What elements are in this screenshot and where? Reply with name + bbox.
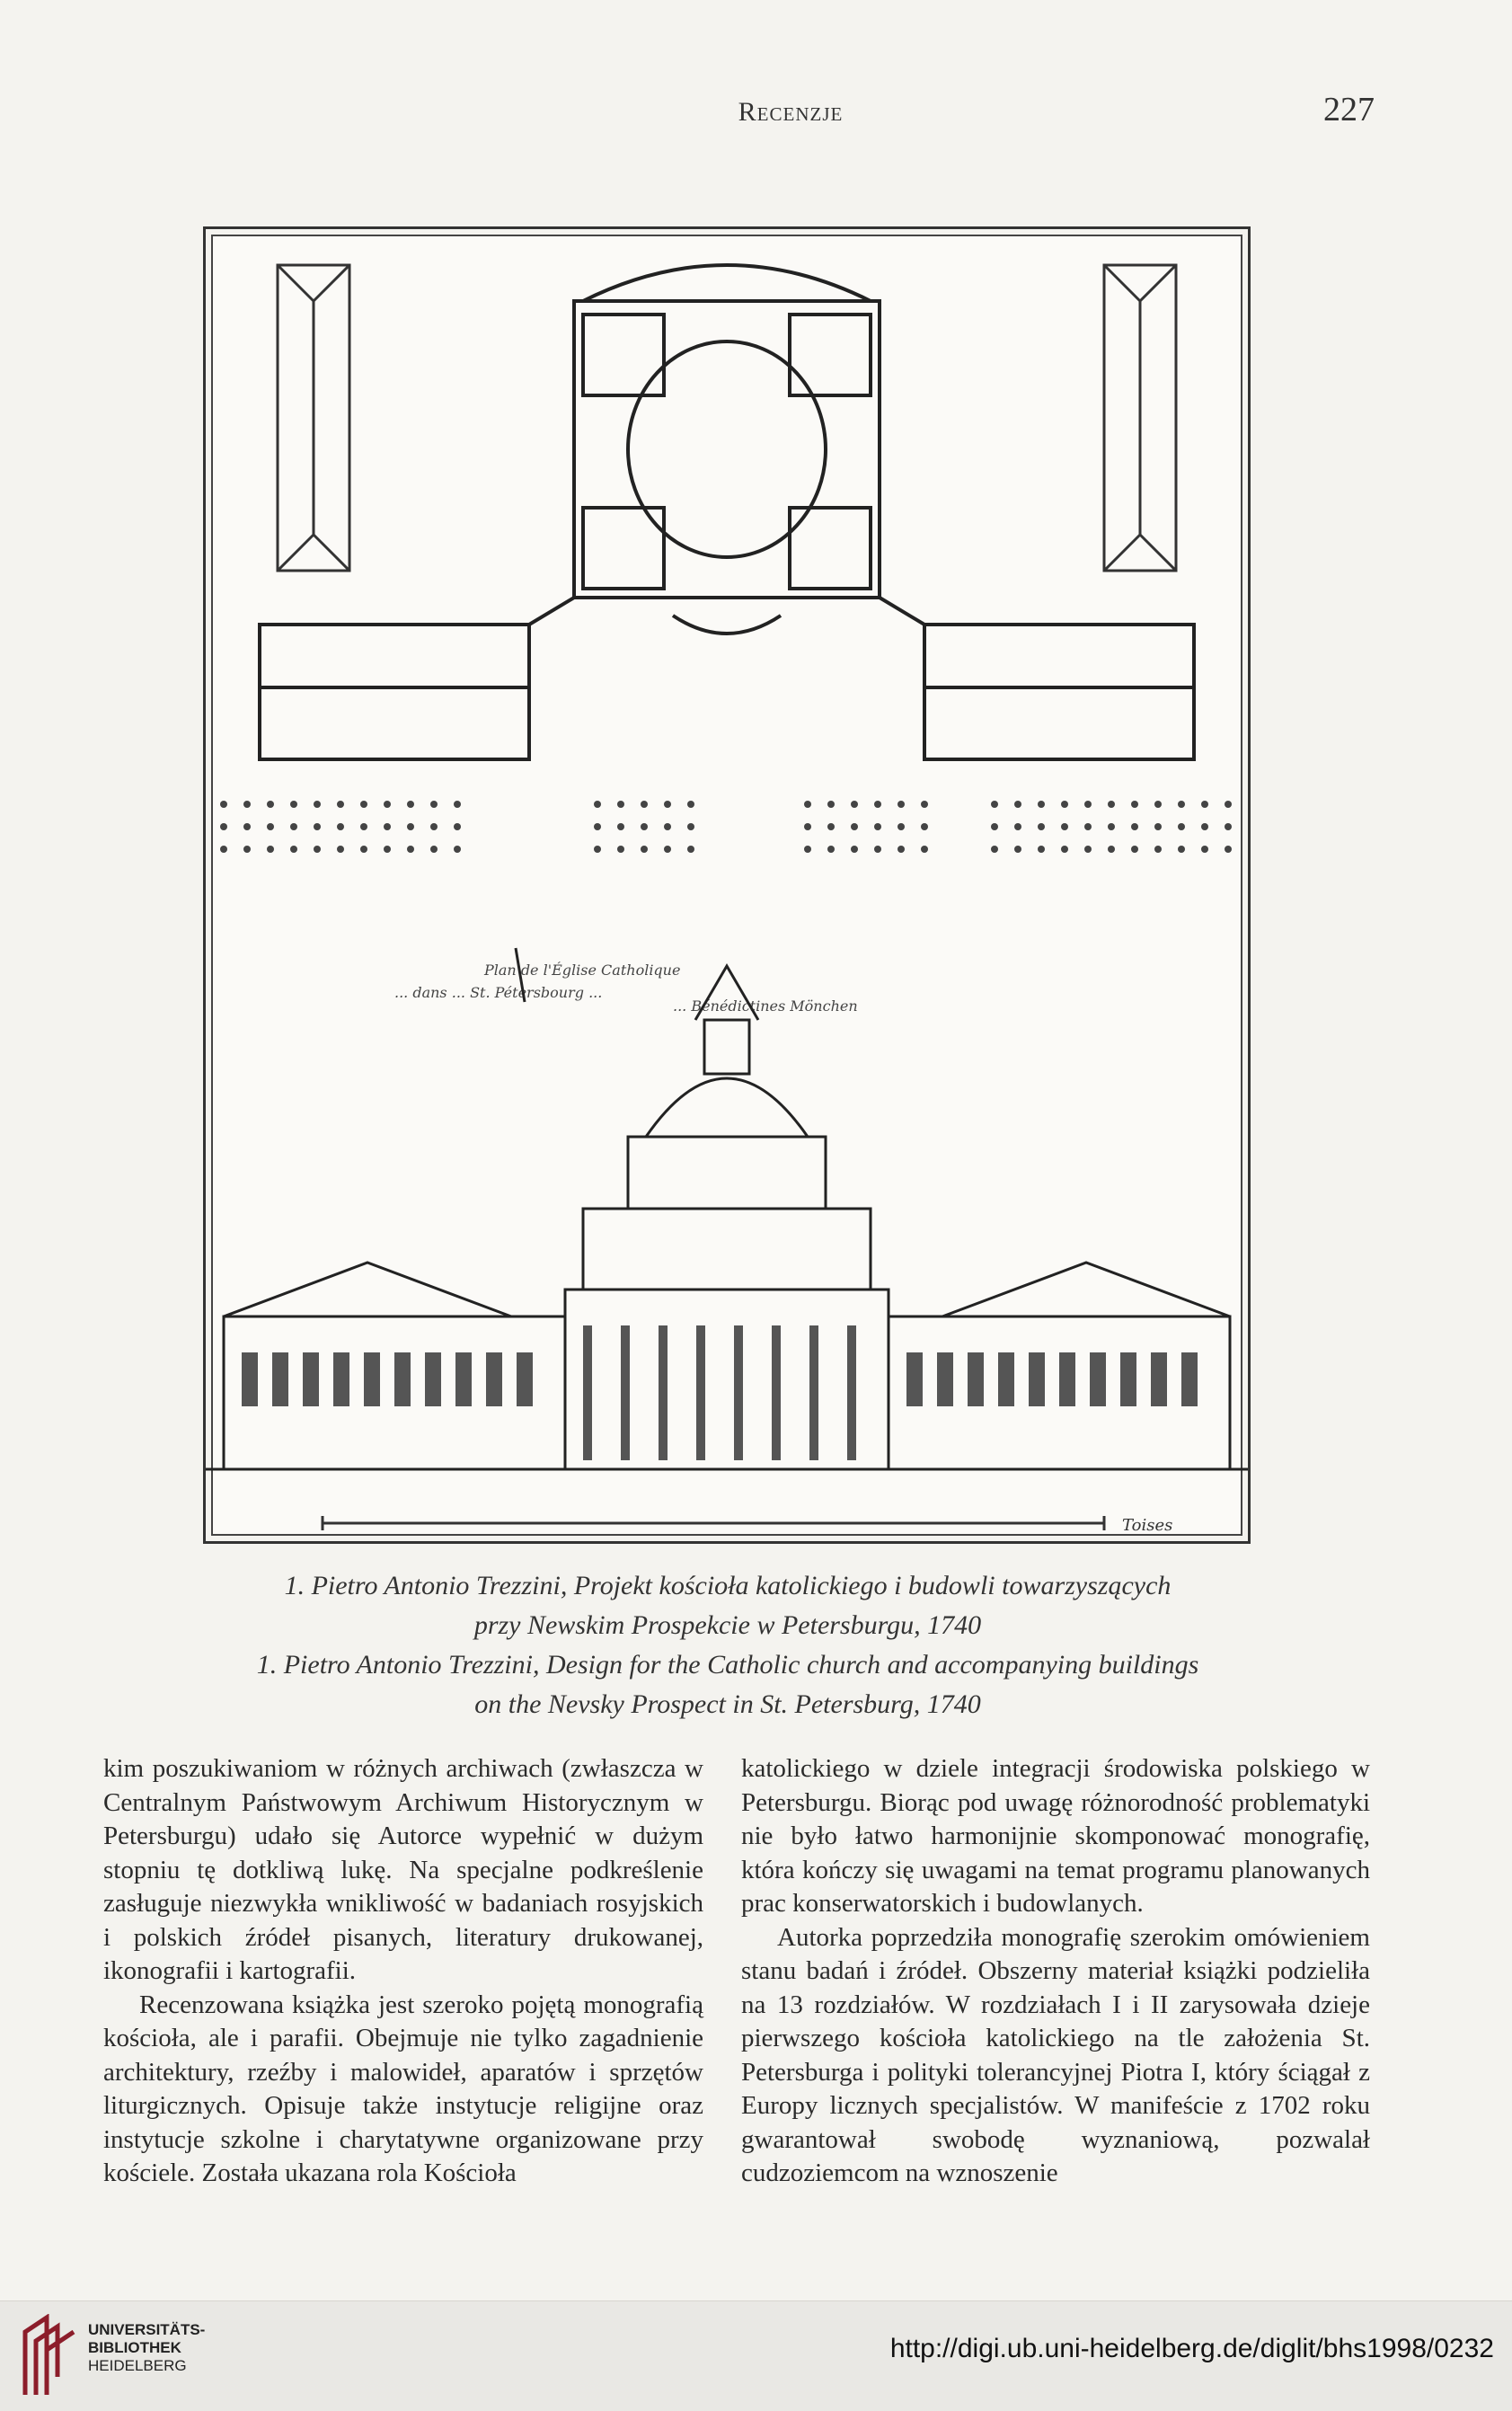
tree-mark [897, 823, 905, 830]
tree-mark [1108, 801, 1115, 808]
tree-mark [1201, 801, 1208, 808]
tree-mark [384, 801, 391, 808]
tree-mark [267, 846, 274, 853]
church-floor-plan [574, 265, 880, 634]
elevation-window [998, 1352, 1014, 1406]
tree-mark [921, 801, 928, 808]
tree-mark [1108, 823, 1115, 830]
tree-mark [687, 801, 694, 808]
note-line-3: ... Bénédictines Mönchen [673, 997, 858, 1015]
tree-mark [337, 846, 344, 853]
tree-mark [1014, 846, 1021, 853]
elevation-window [1120, 1352, 1136, 1406]
tree-mark [1084, 801, 1092, 808]
elevation-window [1151, 1352, 1167, 1406]
tree-mark [243, 823, 251, 830]
tree-mark [1225, 846, 1232, 853]
tree-mark [1201, 823, 1208, 830]
running-title: Recenzje [738, 97, 844, 127]
elevation-window [242, 1352, 258, 1406]
tree-mark [1061, 846, 1068, 853]
tree-mark [290, 823, 297, 830]
tree-mark [454, 846, 461, 853]
church-plan-and-elevation-drawing [206, 229, 1248, 1541]
tree-mark [454, 823, 461, 830]
elevation-column [734, 1325, 743, 1460]
elevation-window [272, 1352, 288, 1406]
tree-mark [454, 801, 461, 808]
tree-mark [337, 801, 344, 808]
caption-polish-line-2: przy Newskim Prospekcie w Petersburgu, 1740 [473, 1610, 982, 1640]
note-line-1: Plan de l'Église Catholique [484, 962, 681, 979]
tree-mark [1108, 846, 1115, 853]
tree-mark [1178, 823, 1185, 830]
library-name [88, 2321, 205, 2375]
tree-mark [290, 846, 297, 853]
elevation-column [659, 1325, 668, 1460]
elevation-column [772, 1325, 781, 1460]
tree-rows [220, 801, 1232, 853]
tree-mark [267, 823, 274, 830]
elevation-windows [242, 1325, 1198, 1460]
tree-mark [617, 846, 624, 853]
tree-mark [1225, 823, 1232, 830]
tree-mark [314, 846, 321, 853]
elevation-column [809, 1325, 818, 1460]
tree-mark [337, 823, 344, 830]
tree-mark [664, 801, 671, 808]
page-number: 227 [1323, 91, 1375, 129]
left-paragraph-1: kim poszukiwaniom w różnych archiwach (zwłaszcza w Centralnym Państwowym Archiwum Historycznym w Petersburgu) udało się Autorce wypełnić w dużym stopniu tę dotkliwą lukę. Na specjalne podkreślenie zasługuje niezwykła wnikliwość w badaniach rosyjskich i polskich źródeł pisanych, literatury drukowanej, ikonografii i kartografii. [103, 1754, 703, 1985]
elevation-window [1090, 1352, 1106, 1406]
tree-mark [991, 801, 998, 808]
tree-mark [220, 846, 227, 853]
handwritten-note [394, 961, 858, 1015]
tree-mark [594, 823, 601, 830]
elevation-window [517, 1352, 533, 1406]
tree-mark [430, 801, 438, 808]
tree-mark [991, 846, 998, 853]
tree-mark [1038, 846, 1045, 853]
tree-mark [897, 801, 905, 808]
tree-mark [617, 801, 624, 808]
tree-mark [360, 823, 367, 830]
tree-mark [1154, 823, 1162, 830]
elevation-window [486, 1352, 502, 1406]
tree-mark [687, 846, 694, 853]
tree-mark [617, 823, 624, 830]
tree-mark [827, 801, 835, 808]
wing-buildings-plan [260, 598, 1194, 759]
elevation-window [425, 1352, 441, 1406]
tree-mark [430, 823, 438, 830]
tree-mark [594, 846, 601, 853]
tree-mark [851, 801, 858, 808]
tree-mark [430, 846, 438, 853]
body-column-right [741, 1752, 1370, 2191]
right-paragraph-1: katolickiego w dziele integracji środowiska polskiego w Petersburgu. Biorąc pod uwagę różnorodność problematyki nie było łatwo harmonijnie skomponować monografię, która kończy się uwagami na temat programu planowanych prac konserwatorskich i budowlanych. [741, 1754, 1370, 1918]
body-column-left [103, 1752, 703, 2191]
architectural-drawing-figure [203, 226, 1251, 1544]
tree-mark [1014, 823, 1021, 830]
elevation-column [621, 1325, 630, 1460]
elevation-window [937, 1352, 953, 1406]
elevation-column [583, 1325, 592, 1460]
tree-mark [687, 823, 694, 830]
caption-english-line-2: on the Nevsky Prospect in St. Petersburg, 1740 [474, 1689, 981, 1719]
tree-mark [314, 801, 321, 808]
permalink-url[interactable]: http://digi.ub.uni-heidelberg.de/diglit/bhs1998/0232 [889, 2334, 1494, 2363]
tree-mark [804, 846, 811, 853]
tree-mark [314, 823, 321, 830]
tree-mark [1201, 846, 1208, 853]
tree-mark [1178, 801, 1185, 808]
tree-mark [921, 823, 928, 830]
tree-mark [851, 846, 858, 853]
tree-mark [1084, 823, 1092, 830]
tree-mark [664, 823, 671, 830]
scale-label: Toises [1122, 1516, 1173, 1535]
tree-mark [360, 846, 367, 853]
library-name-line-2: BIBLIOTHEK [88, 2339, 181, 2356]
library-name-line-1: UNIVERSITÄTS- [88, 2321, 206, 2338]
tree-mark [874, 846, 881, 853]
tree-mark [1084, 846, 1092, 853]
tree-mark [1061, 801, 1068, 808]
tree-mark [1131, 801, 1138, 808]
ub-heidelberg-logo-icon [20, 2314, 83, 2397]
tree-mark [641, 801, 648, 808]
tree-mark [220, 823, 227, 830]
tree-mark [1038, 823, 1045, 830]
right-paragraph-2: Autorka poprzedziła monografię szerokim omówieniem stanu badań i źródeł. Obszerny materiał książki podzieliła na 13 rozdziałów. W rozdziałach I i II zarysowała dzieje pierwszego kościoła katolickiego na tle założenia St. Petersburga i polityki tolerancyjnej Piotra I, który ściągał z Europy licznych specjalistów. W manifeście z 1702 roku gwarantował swobodę wyznaniową, pozwalał cudzoziemcom na wznoszenie [741, 1922, 1370, 2187]
tree-mark [991, 823, 998, 830]
tree-mark [243, 846, 251, 853]
elevation-window [1029, 1352, 1045, 1406]
tree-mark [1178, 846, 1185, 853]
note-line-2: ... dans ... St. Pétersbourg ... [394, 984, 603, 1001]
tree-mark [1225, 801, 1232, 808]
caption-polish-line-1: 1. Pietro Antonio Trezzini, Projekt kościoła katolickiego i budowli towarzyszących [284, 1571, 1172, 1600]
tree-mark [384, 846, 391, 853]
running-head [207, 90, 1375, 135]
elevation-window [1181, 1352, 1198, 1406]
tree-mark [921, 846, 928, 853]
tree-mark [1014, 801, 1021, 808]
figure-caption [144, 1566, 1312, 1724]
elevation-window [364, 1352, 380, 1406]
tree-mark [827, 846, 835, 853]
elevation-column [696, 1325, 705, 1460]
elevation-window [968, 1352, 984, 1406]
tree-mark [641, 823, 648, 830]
side-pavilion-left [278, 265, 349, 571]
scale-bar [323, 1516, 1104, 1530]
tree-mark [664, 846, 671, 853]
tree-mark [290, 801, 297, 808]
elevation-column [847, 1325, 856, 1460]
tree-mark [360, 801, 367, 808]
tree-mark [243, 801, 251, 808]
tree-mark [1154, 846, 1162, 853]
tree-mark [407, 823, 414, 830]
tree-mark [1131, 823, 1138, 830]
left-paragraph-2: Recenzowana książka jest szeroko pojętą monografią kościoła, ale i parafii. Obejmuje nie tylko zagadnienie architektury, rzeźby i malowideł, aparatów i sprzętów liturgicznych. Opisuje także instytucje religijne oraz instytucje szkolne i charytatywne organizowane przy kościele. Została ukazana rola Kościoła [103, 1990, 703, 2187]
tree-mark [1061, 823, 1068, 830]
elevation-window [333, 1352, 349, 1406]
tree-mark [1131, 846, 1138, 853]
tree-mark [641, 846, 648, 853]
side-pavilion-right [1104, 265, 1176, 571]
tree-mark [827, 823, 835, 830]
tree-mark [897, 846, 905, 853]
elevation-window [303, 1352, 319, 1406]
tree-mark [594, 801, 601, 808]
elevation-window [1059, 1352, 1075, 1406]
library-name-line-3: HEIDELBERG [88, 2357, 187, 2374]
caption-english-line-1: 1. Pietro Antonio Trezzini, Design for the Catholic church and accompanying buildings [256, 1650, 1199, 1680]
elevation-window [906, 1352, 923, 1406]
tree-mark [804, 823, 811, 830]
tree-mark [1154, 801, 1162, 808]
tree-mark [851, 823, 858, 830]
tree-mark [267, 801, 274, 808]
tree-mark [874, 801, 881, 808]
elevation-window [394, 1352, 411, 1406]
tree-mark [1038, 801, 1045, 808]
digitization-footer [0, 2300, 1512, 2411]
elevation-window [455, 1352, 472, 1406]
tree-mark [804, 801, 811, 808]
tree-mark [874, 823, 881, 830]
tree-mark [407, 801, 414, 808]
tree-mark [220, 801, 227, 808]
tree-mark [407, 846, 414, 853]
tree-mark [384, 823, 391, 830]
